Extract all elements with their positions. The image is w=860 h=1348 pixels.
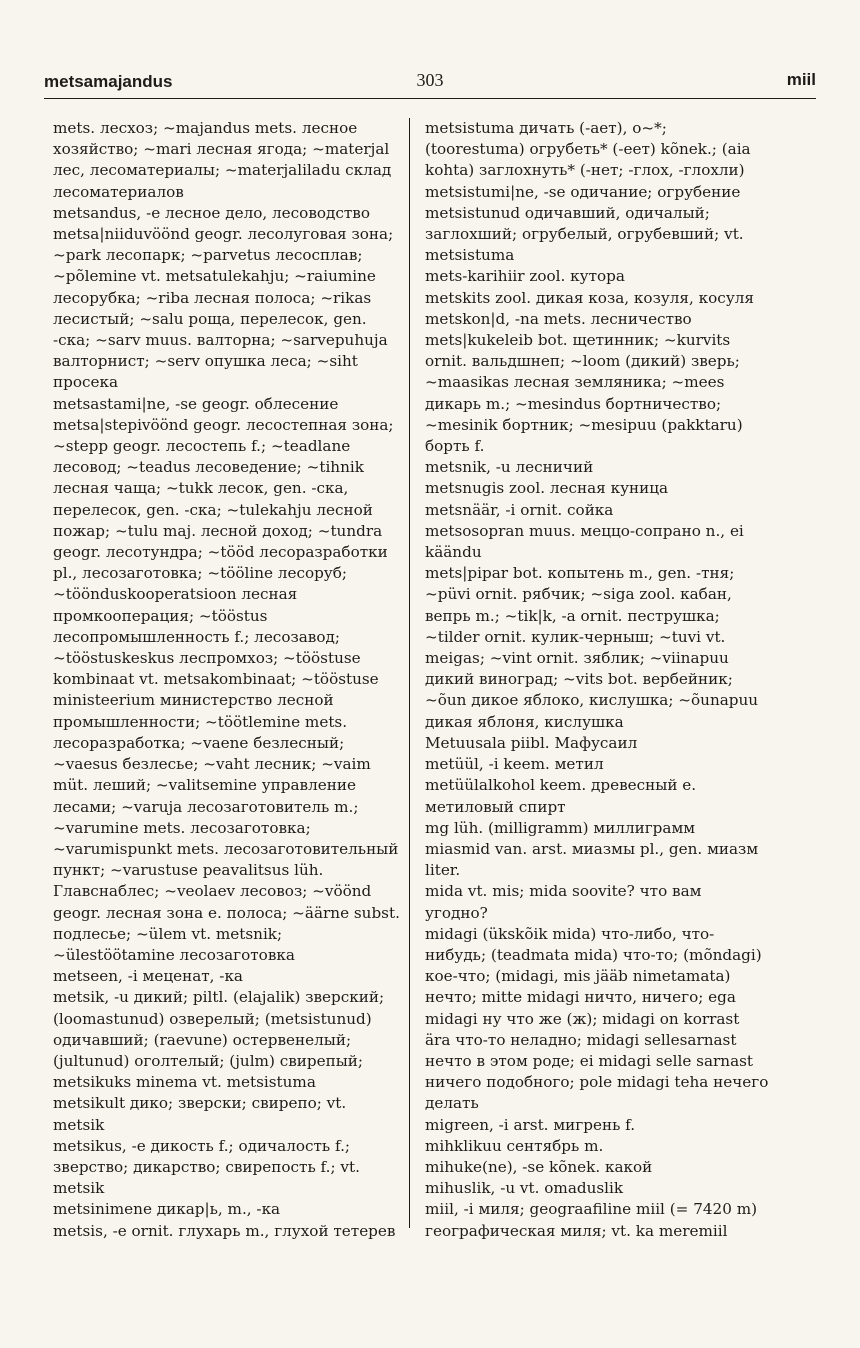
left-column: [53, 118, 400, 1242]
dictionary-entry: metskits zool. дикая коза, козуля, косуля: [425, 288, 754, 307]
dictionary-entry: miasmid van. arst. миазмы pl., gen. миазм liter.: [425, 839, 759, 880]
dictionary-entry: metsnik, -u лесничий: [425, 458, 594, 477]
dictionary-entry: metsikus, -e дикость f.; одичалость f.; зверство; дикарство; свирепость f.; vt. metsik: [53, 1136, 360, 1198]
right-guide-word: miil: [786, 70, 816, 89]
dictionary-entry: metüülalkohol keem. древесный e. метиловый спирт: [425, 776, 697, 816]
dictionary-entry: metüül, -i keem. метил: [425, 755, 604, 774]
dictionary-entry: metskon|d, -na mets. лесничество: [425, 309, 692, 328]
dictionary-entry: metsnugis zool. лесная куница: [425, 479, 669, 498]
column-divider: [409, 118, 410, 1228]
page-header: [44, 62, 816, 99]
dictionary-entry: metseen, -i меценат, -ка: [53, 967, 243, 986]
dictionary-entry: metsosopran muus. меццо-сопрано n., ei käändu: [425, 521, 744, 562]
dictionary-entry: metsistuma дичать (-ает), о~*; (toorestuma) огрубеть* (-еет) kõnek.; (aia kohta) заглохнуть* (-нет; -глох, -глохли): [425, 119, 751, 180]
dictionary-entry: mets|pipar bot. копытень m., gen. -тня; ~püvi ornit. рябчик; ~siga zool. кабан, вепрь m.; ~tik|k, -a ornit. пеструшка; ~tilder ornit. кулик-черныш; ~tuvi vt. meigas; ~vint ornit. зяблик; ~viinapuu дикий виноград; ~vits bot. вербейник; ~õun дикое яблоко, кислушка; ~õunapuu дикая яблоня, кислушка: [425, 564, 759, 731]
dictionary-entry: mets. лесхоз; ~majandus mets. лесное хозяйство; ~mari лесная ягода; ~materjal лес, лесоматериалы; ~materjaliladu склад лесоматериалов: [53, 119, 392, 201]
dictionary-entry: metsandus, -e лесное дело, лесоводство: [53, 203, 370, 222]
left-guide-word: metsamajandus: [44, 72, 173, 91]
dictionary-entry: miil, -i миля; geograafiline miil (= 7420 m) географическая миля; vt. ka meremiil: [425, 1200, 758, 1240]
dictionary-entry: mida vt. mis; mida soovite? что вам угодно?: [425, 882, 702, 922]
dictionary-entry: metsis, -e ornit. глухарь m., глухой тетерев: [53, 1221, 396, 1240]
dictionary-entry: mihklikuu сентябрь m.: [425, 1136, 604, 1155]
dictionary-entry: midagi (ükskõik mida) что-либо, что-нибудь; (teadmata mida) что-то; (mõndagi) кое-что; (midagi, mis jääb nimetamata) нечто; mitte midagi ничто, ничего; ega midagi ну что же (ж); midagi on korrast ära что-то неладно; midagi sellesarnast нечто в этом роде; ei midagi selle sarnast ничего подобного; pole midagi teha нечего делать: [425, 924, 769, 1113]
dictionary-entry: mihuslik, -u vt. omaduslik: [425, 1179, 624, 1198]
dictionary-entry: mets|kukeleib bot. щетинник; ~kurvits ornit. вальдшнеп; ~loom (дикий) зверь; ~maasikas лесная земляника; ~mees дикарь m.; ~mesindus бортничество; ~mesinik бортник; ~mesipuu (pakktaru) борть f.: [425, 331, 743, 456]
dictionary-entry: mihuke(ne), -se kõnek. какой: [425, 1157, 653, 1176]
dictionary-entry: metsinimene дикар|ь, m., -ка: [53, 1200, 281, 1219]
dictionary-entry: metsistunud одичавший, одичалый; заглохший; огрубелый, огрубевший; vt. metsistuma: [425, 203, 744, 265]
dictionary-entry: migreen, -i arst. мигрень f.: [425, 1115, 636, 1134]
right-column: [425, 118, 769, 1242]
dictionary-entry: metsistumi|ne, -se одичание; огрубение: [425, 182, 741, 201]
dictionary-entry: Metuusala piibl. Мафусаил: [425, 733, 638, 752]
dictionary-entry: metsnäär, -i ornit. сойка: [425, 500, 614, 519]
dictionary-entry: mets-karihiir zool. кутора: [425, 267, 625, 286]
dictionary-entry: metsikult дико; зверски; свирепо; vt. metsik: [53, 1094, 347, 1134]
dictionary-entry: metsik, -u дикий; piltl. (elajalik) зверский; (loomastunud) озверелый; (metsistunud) одичавший; (raevune) остервенелый; (jultunud) оголтелый; (julm) свирепый; metsikuks minema vt. metsistuma: [53, 988, 385, 1092]
page-number: 303: [416, 70, 444, 90]
dictionary-entry: metsastami|ne, -se geogr. облесение: [53, 394, 339, 413]
dictionary-entry: metsa|stepivöönd geogr. лесостепная зона; ~stepp geogr. лесостепь f.; ~teadlane лесовод; ~teadus лесоведение; ~tihnik лесная чаща; ~tukk лесок, gen. -ска, перелесок, gen. -ска; ~tulekahju лесной пожар; ~tulu maj. лесной доход; ~tundra geogr. лесотундра; ~tööd лесоразработки pl., лесозаготовка; ~tööline лесоруб; ~töönduskooperatsioon лесная промкооперация; ~tööstus лесопромышленность f.; лесозавод; ~tööstuskeskus леспромхоз; ~tööstuse kombinaat vt. metsakombinaat; ~tööstuse ministeerium министерство лесной промышленности; ~töötlemine mets. лесоразработка; ~vaene безлесный; ~vaesus безлесье; ~vaht лесник; ~vaim müt. леший; ~valitsemine управление лесами; ~varuja лесозаготовитель m.; ~varumine mets. лесозаготовка; ~varumispunkt mets. лесозаготовительный пункт; ~varustuse peavalitsus lüh. Главснаблес; ~veolaev лесовоз; ~vöönd geogr. лесная зона e. полоса; ~äärne subst. подлесье; ~ülem vt. metsnik; ~ülestöötamine лесозаготовка: [53, 415, 400, 964]
dictionary-entry: metsa|niiduvöönd geogr. лесолуговая зона; ~park лесопарк; ~parvetus лесосплав; ~põlemine vt. metsatulekahju; ~raiumine лесорубка; ~riba лесная полоса; ~rikas лесистый; ~salu роща, перелесок, gen. -ска; ~sarv muus. валторна; ~sarvepuhuja валторнист; ~serv опушка леса; ~siht просека: [53, 225, 394, 392]
dictionary-entry: mg lüh. (milligramm) миллиграмм: [425, 818, 696, 837]
